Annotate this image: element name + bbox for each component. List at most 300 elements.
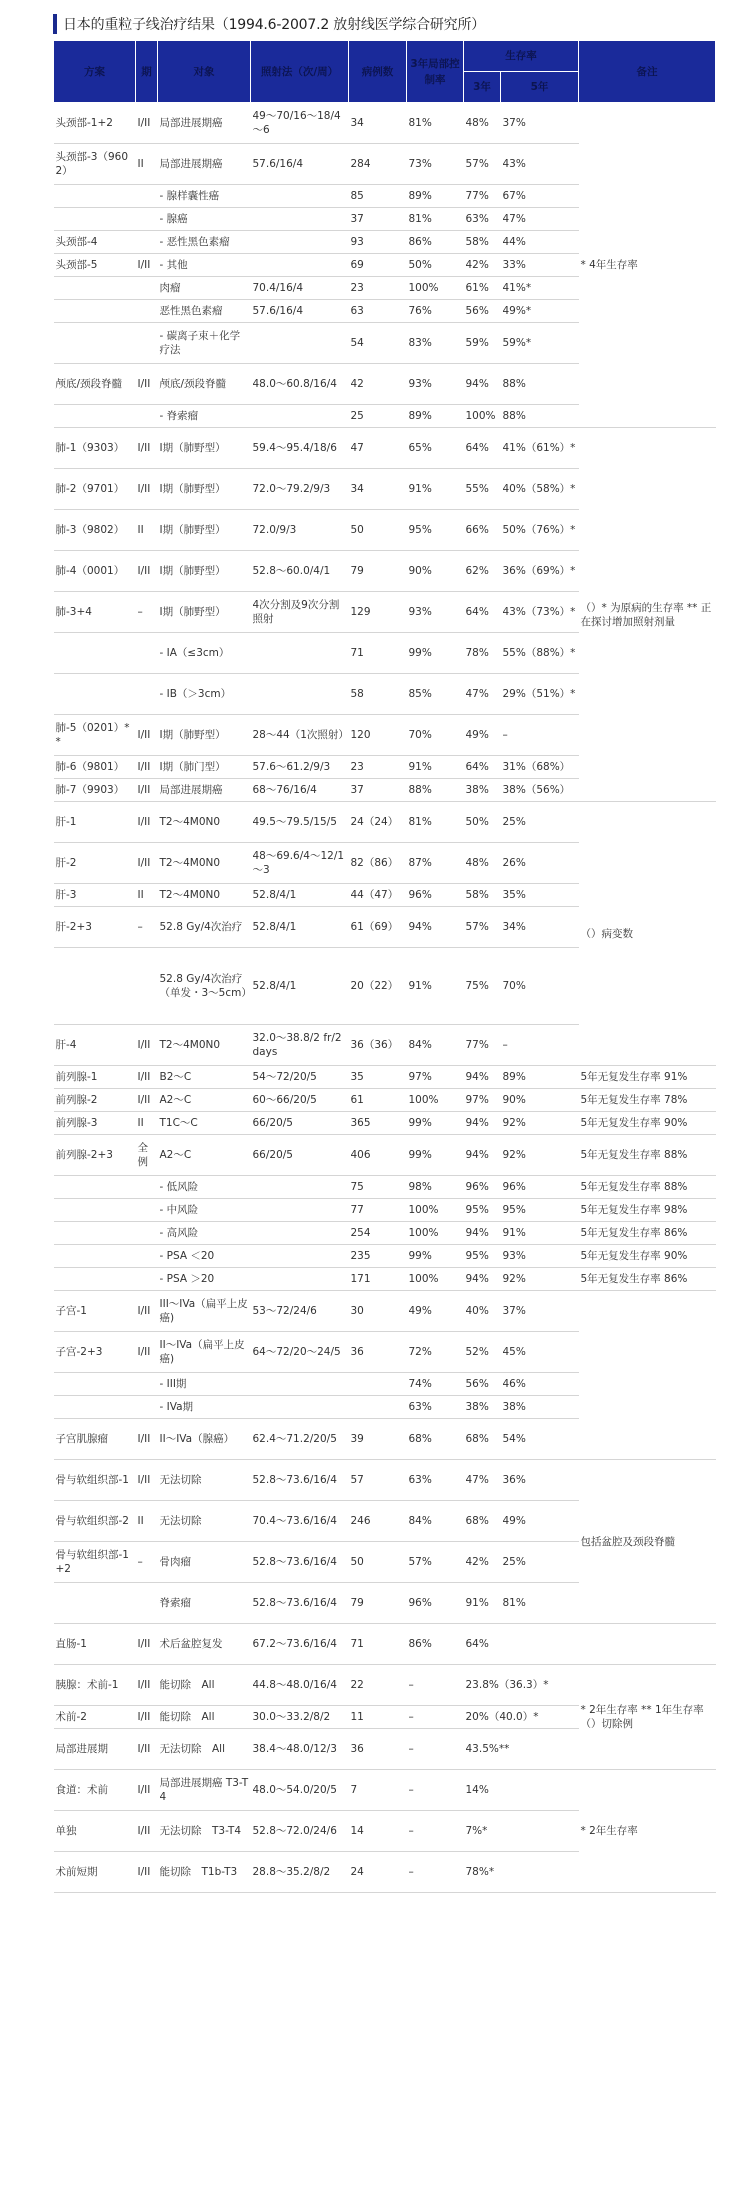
survival-3y-cell: 94% [464, 1222, 501, 1245]
target-cell: - IB（＞3cm） [158, 674, 251, 715]
local-control-cell: 87% [407, 843, 464, 884]
survival-3y-cell: 42% [464, 1542, 501, 1583]
remark-cell: 5年无复发生存率 78% [579, 1089, 716, 1112]
scheme-cell: 单独 [54, 1811, 136, 1852]
target-cell: II～IVa（扁平上皮癌) [158, 1332, 251, 1373]
table-row [54, 802, 716, 843]
irradiation-cell: 60～66/20/5 [251, 1089, 349, 1112]
phase-cell [136, 185, 158, 208]
local-control-cell: 99% [407, 1135, 464, 1176]
table-row [54, 1665, 716, 1706]
target-cell: 52.8 Gy/4次治疗 [158, 907, 251, 948]
local-control-cell: 91% [407, 469, 464, 510]
table-row [54, 1112, 716, 1135]
cases-cell: 93 [349, 231, 407, 254]
remark-group-cell: * 4年生存率 [579, 103, 716, 428]
scheme-cell: 肺-3+4 [54, 592, 136, 633]
target-cell: 能切除 T1b-T3 [158, 1852, 251, 1893]
header-survival-3y: 3年 [464, 72, 501, 103]
irradiation-cell: 52.8/4/1 [251, 948, 349, 1025]
phase-cell [136, 633, 158, 674]
irradiation-cell: 72.0/9/3 [251, 510, 349, 551]
survival-3y-cell: 55% [464, 469, 501, 510]
cases-cell: 69 [349, 254, 407, 277]
table-row [54, 1770, 716, 1811]
header-target: 对象 [158, 41, 251, 103]
irradiation-cell: 57.6～61.2/9/3 [251, 756, 349, 779]
irradiation-cell [251, 254, 349, 277]
scheme-cell: 前列腺-3 [54, 1112, 136, 1135]
scheme-cell: 前列腺-2 [54, 1089, 136, 1112]
irradiation-cell: 62.4～71.2/20/5 [251, 1419, 349, 1460]
survival-3y-cell: 64% [464, 428, 501, 469]
header-local-control: 3年局部控制率 [407, 41, 464, 103]
phase-cell: I/II [136, 1291, 158, 1332]
table-row [54, 1245, 716, 1268]
phase-cell: II [136, 1501, 158, 1542]
phase-cell: I/II [136, 779, 158, 802]
scheme-cell: 子宫-1 [54, 1291, 136, 1332]
irradiation-cell [251, 405, 349, 428]
cases-cell: 57 [349, 1460, 407, 1501]
survival-3y-cell: 52% [464, 1332, 501, 1373]
table-row [54, 1624, 716, 1665]
survival-3y-cell: 62% [464, 551, 501, 592]
local-control-cell: 74% [407, 1373, 464, 1396]
irradiation-cell: 64～72/20～24/5 [251, 1332, 349, 1373]
scheme-cell [54, 208, 136, 231]
cases-cell: 23 [349, 756, 407, 779]
survival-3y-cell: 57% [464, 907, 501, 948]
survival-5y-cell: 37% [501, 1291, 579, 1332]
survival-3y-cell: 43.5%** [464, 1729, 579, 1770]
phase-cell [136, 1222, 158, 1245]
target-cell: B2～C [158, 1066, 251, 1089]
phase-cell [136, 323, 158, 364]
local-control-cell: 95% [407, 510, 464, 551]
target-cell: - IA（≤3cm） [158, 633, 251, 674]
local-control-cell: – [407, 1852, 464, 1893]
target-cell: A2～C [158, 1135, 251, 1176]
phase-cell [136, 1373, 158, 1396]
irradiation-cell: 67.2～73.6/16/4 [251, 1624, 349, 1665]
target-cell: T2～4M0N0 [158, 843, 251, 884]
irradiation-cell [251, 1268, 349, 1291]
phase-cell [136, 277, 158, 300]
survival-3y-cell: 94% [464, 1268, 501, 1291]
survival-3y-cell: 40% [464, 1291, 501, 1332]
phase-cell [136, 1176, 158, 1199]
scheme-cell: 术前短期 [54, 1852, 136, 1893]
remark-cell: 5年无复发生存率 98% [579, 1199, 716, 1222]
target-cell: 能切除 All [158, 1706, 251, 1729]
scheme-cell [54, 1222, 136, 1245]
cases-cell: 50 [349, 510, 407, 551]
target-cell: 骨肉瘤 [158, 1542, 251, 1583]
cases-cell: 24（24） [349, 802, 407, 843]
remark-group-cell [579, 1291, 716, 1460]
cases-cell: 171 [349, 1268, 407, 1291]
cases-cell: 35 [349, 1066, 407, 1089]
target-cell: - 腺样囊性癌 [158, 185, 251, 208]
local-control-cell: 97% [407, 1066, 464, 1089]
scheme-cell [54, 1176, 136, 1199]
survival-5y-cell: 49% [501, 1501, 579, 1542]
phase-cell: I/II [136, 715, 158, 756]
local-control-cell: 76% [407, 300, 464, 323]
survival-5y-cell: 34% [501, 907, 579, 948]
phase-cell: – [136, 1542, 158, 1583]
local-control-cell: 96% [407, 1583, 464, 1624]
survival-5y-cell: 59%* [501, 323, 579, 364]
local-control-cell: 84% [407, 1501, 464, 1542]
survival-5y-cell: 91% [501, 1222, 579, 1245]
remark-group-cell: （）* 为原病的生存率 ** 正在探讨增加照射剂量 [579, 428, 716, 802]
cases-cell: 34 [349, 469, 407, 510]
cases-cell: 50 [349, 1542, 407, 1583]
page-title: 日本的重粒子线治疗结果（1994.6-2007.2 放射线医学综合研究所） [63, 17, 486, 33]
remark-group-cell: * 2年生存率 ** 1年生存率 （）切除例 [579, 1665, 716, 1770]
survival-5y-cell: 33% [501, 254, 579, 277]
target-cell: II～IVa（腺癌） [158, 1419, 251, 1460]
local-control-cell: 83% [407, 323, 464, 364]
local-control-cell: – [407, 1811, 464, 1852]
table-body [54, 103, 716, 1893]
header-cases: 病例数 [349, 41, 407, 103]
local-control-cell: 88% [407, 779, 464, 802]
phase-cell: II [136, 1112, 158, 1135]
phase-cell: 全例 [136, 1135, 158, 1176]
target-cell: - PSA ＞20 [158, 1268, 251, 1291]
irradiation-cell [251, 208, 349, 231]
scheme-cell: 术前-2 [54, 1706, 136, 1729]
local-control-cell: 99% [407, 633, 464, 674]
phase-cell: I/II [136, 254, 158, 277]
cases-cell: 365 [349, 1112, 407, 1135]
phase-cell [136, 1245, 158, 1268]
survival-5y-cell: 45% [501, 1332, 579, 1373]
survival-5y-cell: 93% [501, 1245, 579, 1268]
target-cell: - 其他 [158, 254, 251, 277]
survival-5y-cell: 54% [501, 1419, 579, 1460]
remark-group-cell: 包括盆腔及颈段脊髓 [579, 1460, 716, 1624]
phase-cell [136, 405, 158, 428]
local-control-cell: 93% [407, 592, 464, 633]
phase-cell [136, 1199, 158, 1222]
phase-cell: I/II [136, 551, 158, 592]
irradiation-cell: 32.0～38.8/2 fr/2 days [251, 1025, 349, 1066]
irradiation-cell: 72.0～79.2/9/3 [251, 469, 349, 510]
survival-5y-cell: 40%（58%）* [501, 469, 579, 510]
cases-cell: 23 [349, 277, 407, 300]
survival-5y-cell: 26% [501, 843, 579, 884]
survival-3y-cell: 57% [464, 144, 501, 185]
scheme-cell: 肝-4 [54, 1025, 136, 1066]
phase-cell: II [136, 510, 158, 551]
target-cell: - 恶性黑色素瘤 [158, 231, 251, 254]
survival-3y-cell: 94% [464, 364, 501, 405]
target-cell: - 低风险 [158, 1176, 251, 1199]
target-cell: 无法切除 T3-T4 [158, 1811, 251, 1852]
phase-cell [136, 1583, 158, 1624]
local-control-cell: 70% [407, 715, 464, 756]
cases-cell: 61 [349, 1089, 407, 1112]
cases-cell: 129 [349, 592, 407, 633]
local-control-cell: 57% [407, 1542, 464, 1583]
table-row [54, 1135, 716, 1176]
table-row [54, 1268, 716, 1291]
header-irradiation: 照射法（次/周） [251, 41, 349, 103]
scheme-cell: 颅底/颈段脊髓 [54, 364, 136, 405]
irradiation-cell [251, 1396, 349, 1419]
scheme-cell: 头颈部-5 [54, 254, 136, 277]
local-control-cell: 93% [407, 364, 464, 405]
survival-3y-cell: 47% [464, 1460, 501, 1501]
scheme-cell: 子宫-2+3 [54, 1332, 136, 1373]
survival-3y-cell: 48% [464, 103, 501, 144]
survival-5y-cell: 67% [501, 185, 579, 208]
survival-5y-cell: 55%（88%）* [501, 633, 579, 674]
survival-3y-cell: 64% [464, 756, 501, 779]
target-cell: 术后盆腔复发 [158, 1624, 251, 1665]
cases-cell: 34 [349, 103, 407, 144]
cases-cell: 39 [349, 1419, 407, 1460]
local-control-cell: 84% [407, 1025, 464, 1066]
irradiation-cell: 48.0～54.0/20/5 [251, 1770, 349, 1811]
survival-5y-cell: 38% [501, 1396, 579, 1419]
local-control-cell: 91% [407, 756, 464, 779]
target-cell: 52.8 Gy/4次治疗（单发・3～5cm） [158, 948, 251, 1025]
irradiation-cell: 4次分割及9次分割照射 [251, 592, 349, 633]
local-control-cell: 49% [407, 1291, 464, 1332]
cases-cell: 24 [349, 1852, 407, 1893]
scheme-cell: 肺-5（0201）** [54, 715, 136, 756]
survival-5y-cell: 96% [501, 1176, 579, 1199]
scheme-cell: 肝-1 [54, 802, 136, 843]
remark-cell: 5年无复发生存率 91% [579, 1066, 716, 1089]
target-cell: 颅底/颈段脊髓 [158, 364, 251, 405]
irradiation-cell: 68～76/16/4 [251, 779, 349, 802]
survival-5y-cell: 41%（61%）* [501, 428, 579, 469]
irradiation-cell: 66/20/5 [251, 1135, 349, 1176]
survival-5y-cell: – [501, 715, 579, 756]
scheme-cell: 头颈部-1+2 [54, 103, 136, 144]
phase-cell [136, 948, 158, 1025]
target-cell: I期（肺野型） [158, 510, 251, 551]
phase-cell: I/II [136, 364, 158, 405]
survival-5y-cell: 89% [501, 1066, 579, 1089]
target-cell: - 脊索瘤 [158, 405, 251, 428]
scheme-cell: 肺-6（9801） [54, 756, 136, 779]
cases-cell: 42 [349, 364, 407, 405]
survival-3y-cell: 91% [464, 1583, 501, 1624]
scheme-cell: 肺-2（9701） [54, 469, 136, 510]
irradiation-cell: 38.4～48.0/12/3 [251, 1729, 349, 1770]
survival-5y-cell: 49%* [501, 300, 579, 323]
cases-cell: 7 [349, 1770, 407, 1811]
target-cell: I期（肺野型） [158, 469, 251, 510]
phase-cell [136, 1396, 158, 1419]
target-cell: 局部进展期癌 T3-T4 [158, 1770, 251, 1811]
irradiation-cell: 52.8～73.6/16/4 [251, 1583, 349, 1624]
irradiation-cell [251, 1176, 349, 1199]
header-survival-5y: 5年 [501, 72, 579, 103]
cases-cell: 25 [349, 405, 407, 428]
survival-5y-cell: 50%（76%）* [501, 510, 579, 551]
phase-cell: I/II [136, 103, 158, 144]
target-cell: 恶性黑色素瘤 [158, 300, 251, 323]
cases-cell: 235 [349, 1245, 407, 1268]
survival-3y-cell: 77% [464, 185, 501, 208]
cases-cell: 284 [349, 144, 407, 185]
survival-3y-cell: 56% [464, 1373, 501, 1396]
irradiation-cell: 48～69.6/4～12/1～3 [251, 843, 349, 884]
irradiation-cell [251, 1373, 349, 1396]
cases-cell: 44（47） [349, 884, 407, 907]
page-title-bar [53, 14, 485, 34]
scheme-cell [54, 1245, 136, 1268]
local-control-cell: 89% [407, 185, 464, 208]
phase-cell: I/II [136, 802, 158, 843]
survival-3y-cell: 14% [464, 1770, 579, 1811]
scheme-cell: 骨与软组织部-1 [54, 1460, 136, 1501]
scheme-cell [54, 1268, 136, 1291]
survival-5y-cell: 29%（51%）* [501, 674, 579, 715]
survival-3y-cell: 42% [464, 254, 501, 277]
irradiation-cell: 28～44（1次照射） [251, 715, 349, 756]
local-control-cell: 100% [407, 1089, 464, 1112]
survival-5y-cell: 44% [501, 231, 579, 254]
phase-cell: – [136, 592, 158, 633]
survival-3y-cell: 95% [464, 1245, 501, 1268]
survival-5y-cell: 31%（68%） [501, 756, 579, 779]
target-cell: - IVa期 [158, 1396, 251, 1419]
remark-cell: 5年无复发生存率 86% [579, 1268, 716, 1291]
scheme-cell [54, 1396, 136, 1419]
cases-cell: 82（86） [349, 843, 407, 884]
local-control-cell: 100% [407, 1268, 464, 1291]
cases-cell: 246 [349, 1501, 407, 1542]
cases-cell: 37 [349, 208, 407, 231]
cases-cell: 77 [349, 1199, 407, 1222]
local-control-cell: 100% [407, 277, 464, 300]
target-cell: T2～4M0N0 [158, 802, 251, 843]
survival-3y-cell: 68% [464, 1419, 501, 1460]
scheme-cell: 肺-7（9903） [54, 779, 136, 802]
table-row [54, 1460, 716, 1501]
cases-cell: 85 [349, 185, 407, 208]
survival-3y-cell: 78%* [464, 1852, 579, 1893]
local-control-cell: 94% [407, 907, 464, 948]
irradiation-cell: 70.4～73.6/16/4 [251, 1501, 349, 1542]
scheme-cell: 肝-2 [54, 843, 136, 884]
survival-3y-cell: 49% [464, 715, 501, 756]
survival-3y-cell: 96% [464, 1176, 501, 1199]
cases-cell: 20（22） [349, 948, 407, 1025]
cases-cell: 63 [349, 300, 407, 323]
phase-cell [136, 1268, 158, 1291]
survival-5y-cell: 43% [501, 144, 579, 185]
irradiation-cell: 44.8～48.0/16/4 [251, 1665, 349, 1706]
scheme-cell [54, 674, 136, 715]
local-control-cell: 99% [407, 1112, 464, 1135]
irradiation-cell: 59.4～95.4/18/6 [251, 428, 349, 469]
irradiation-cell: 48.0～60.8/16/4 [251, 364, 349, 405]
survival-5y-cell: 92% [501, 1268, 579, 1291]
local-control-cell: 50% [407, 254, 464, 277]
header-phase: 期 [136, 41, 158, 103]
survival-3y-cell: 94% [464, 1112, 501, 1135]
scheme-cell [54, 277, 136, 300]
phase-cell [136, 231, 158, 254]
target-cell: 脊索瘤 [158, 1583, 251, 1624]
irradiation-cell [251, 633, 349, 674]
irradiation-cell [251, 231, 349, 254]
irradiation-cell: 52.8～72.0/24/6 [251, 1811, 349, 1852]
phase-cell: I/II [136, 1729, 158, 1770]
scheme-cell [54, 1199, 136, 1222]
scheme-cell: 食道：术前 [54, 1770, 136, 1811]
survival-3y-cell: 64% [464, 592, 501, 633]
target-cell: - 腺癌 [158, 208, 251, 231]
scheme-cell [54, 405, 136, 428]
irradiation-cell: 52.8/4/1 [251, 884, 349, 907]
irradiation-cell: 52.8～60.0/4/1 [251, 551, 349, 592]
irradiation-cell: 70.4/16/4 [251, 277, 349, 300]
phase-cell: I/II [136, 1089, 158, 1112]
irradiation-cell: 49～70/16～18/4～6 [251, 103, 349, 144]
cases-cell: 14 [349, 1811, 407, 1852]
cases-cell: 58 [349, 674, 407, 715]
local-control-cell: 81% [407, 802, 464, 843]
local-control-cell: 91% [407, 948, 464, 1025]
survival-5y-cell: 37% [501, 103, 579, 144]
remark-cell: 5年无复发生存率 90% [579, 1245, 716, 1268]
survival-3y-cell: 38% [464, 1396, 501, 1419]
target-cell: T1C～C [158, 1112, 251, 1135]
cases-cell [349, 1396, 407, 1419]
survival-5y-cell: 46% [501, 1373, 579, 1396]
survival-5y-cell: 88% [501, 405, 579, 428]
irradiation-cell [251, 1245, 349, 1268]
scheme-cell: 肝-3 [54, 884, 136, 907]
local-control-cell: 98% [407, 1176, 464, 1199]
target-cell: 肉瘤 [158, 277, 251, 300]
phase-cell: I/II [136, 1025, 158, 1066]
local-control-cell: 68% [407, 1419, 464, 1460]
phase-cell: I/II [136, 756, 158, 779]
phase-cell [136, 208, 158, 231]
phase-cell: I/II [136, 428, 158, 469]
phase-cell: I/II [136, 469, 158, 510]
remark-cell: 5年无复发生存率 88% [579, 1135, 716, 1176]
survival-5y-cell: – [501, 1025, 579, 1066]
irradiation-cell [251, 674, 349, 715]
target-cell: - PSA ＜20 [158, 1245, 251, 1268]
irradiation-cell: 30.0～33.2/8/2 [251, 1706, 349, 1729]
target-cell: - 高风险 [158, 1222, 251, 1245]
heavy-ion-results-table [53, 40, 716, 1893]
scheme-cell [54, 323, 136, 364]
cases-cell: 71 [349, 633, 407, 674]
cases-cell: 36（36） [349, 1025, 407, 1066]
table-row [54, 1199, 716, 1222]
local-control-cell: 85% [407, 674, 464, 715]
phase-cell: I/II [136, 1665, 158, 1706]
local-control-cell: 99% [407, 1245, 464, 1268]
remark-group-cell: * 2年生存率 [579, 1770, 716, 1893]
local-control-cell: 63% [407, 1460, 464, 1501]
